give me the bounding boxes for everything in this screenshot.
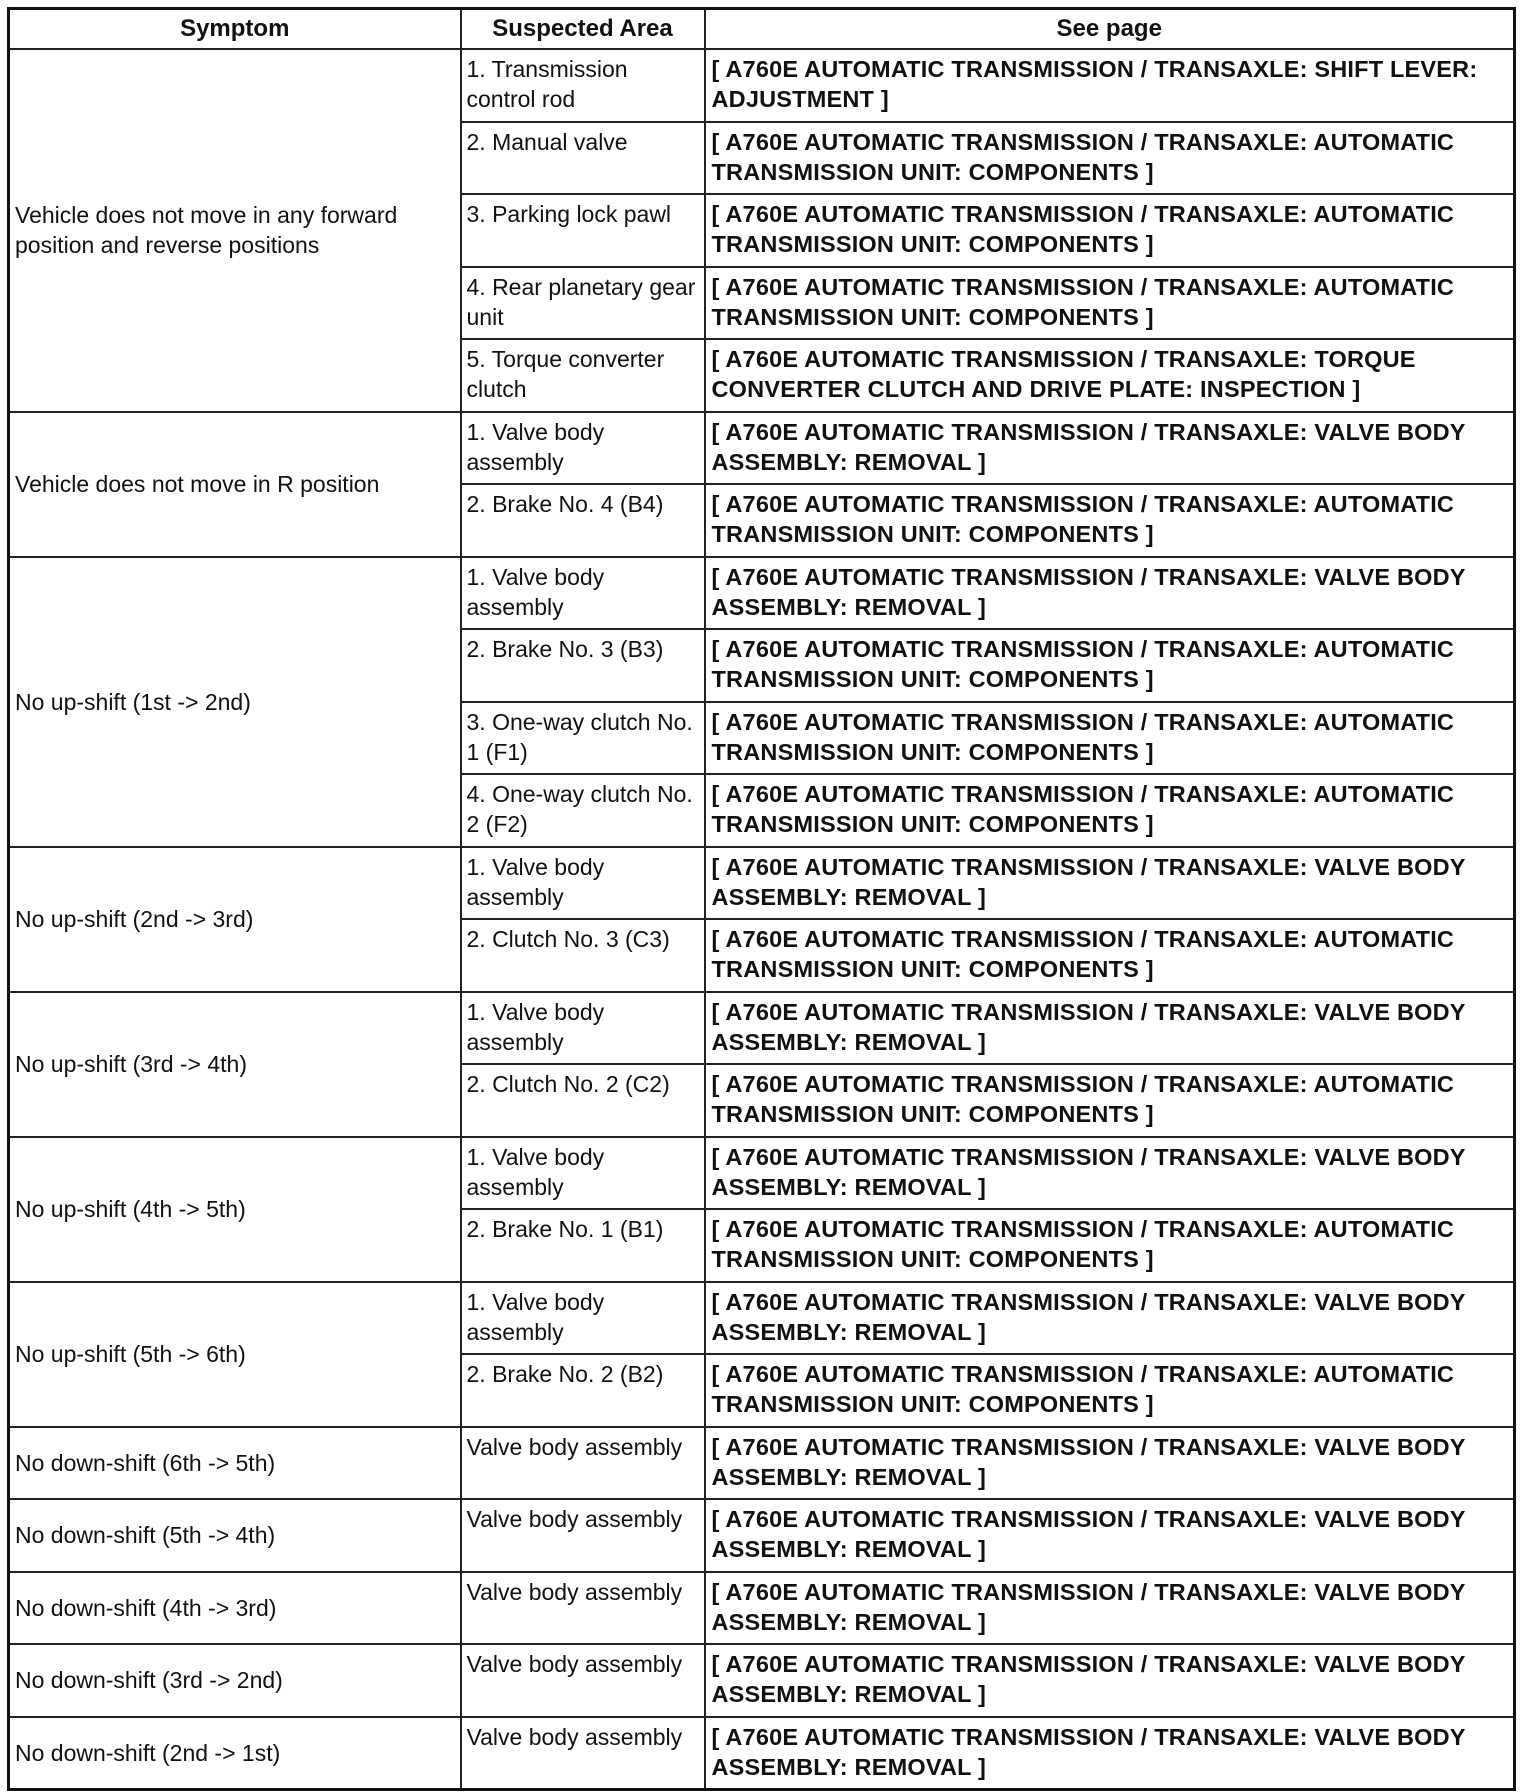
see-page-link[interactable]: [ A760E AUTOMATIC TRANSMISSION / TRANSAXLE: AUTOMATIC TRANSMISSION UNIT: COMPONENTS ] — [705, 122, 1515, 195]
see-page-link[interactable]: [ A760E AUTOMATIC TRANSMISSION / TRANSAXLE: AUTOMATIC TRANSMISSION UNIT: COMPONENTS ] — [705, 629, 1515, 702]
suspected-area-cell: 2. Brake No. 4 (B4) — [461, 484, 705, 557]
table-row — [9, 992, 1515, 1065]
suspected-area-cell: 2. Brake No. 2 (B2) — [461, 1354, 705, 1427]
header-see-page: See page — [705, 9, 1515, 50]
table-row — [9, 1499, 1515, 1572]
see-page-link[interactable]: [ A760E AUTOMATIC TRANSMISSION / TRANSAXLE: VALVE BODY ASSEMBLY: REMOVAL ] — [705, 1717, 1515, 1790]
see-page-link[interactable]: [ A760E AUTOMATIC TRANSMISSION / TRANSAXLE: VALVE BODY ASSEMBLY: REMOVAL ] — [705, 557, 1515, 630]
suspected-area-cell: 1. Valve body assembly — [461, 557, 705, 630]
symptom-cell: No down-shift (4th -> 3rd) — [9, 1572, 461, 1645]
suspected-area-cell: 3. Parking lock pawl — [461, 194, 705, 267]
table-row — [9, 412, 1515, 485]
see-page-link[interactable]: [ A760E AUTOMATIC TRANSMISSION / TRANSAXLE: VALVE BODY ASSEMBLY: REMOVAL ] — [705, 1282, 1515, 1355]
see-page-link[interactable]: [ A760E AUTOMATIC TRANSMISSION / TRANSAXLE: VALVE BODY ASSEMBLY: REMOVAL ] — [705, 1572, 1515, 1645]
see-page-link[interactable]: [ A760E AUTOMATIC TRANSMISSION / TRANSAXLE: VALVE BODY ASSEMBLY: REMOVAL ] — [705, 992, 1515, 1065]
suspected-area-cell: 1. Valve body assembly — [461, 1137, 705, 1210]
header-row — [9, 9, 1515, 50]
symptom-cell: No up-shift (5th -> 6th) — [9, 1282, 461, 1427]
suspected-area-cell: 3. One-way clutch No. 1 (F1) — [461, 702, 705, 775]
suspected-area-cell: 5. Torque converter clutch — [461, 339, 705, 412]
suspected-area-cell: 2. Brake No. 3 (B3) — [461, 629, 705, 702]
see-page-link[interactable]: [ A760E AUTOMATIC TRANSMISSION / TRANSAXLE: SHIFT LEVER: ADJUSTMENT ] — [705, 49, 1515, 122]
suspected-area-cell: 2. Manual valve — [461, 122, 705, 195]
symptom-cell: Vehicle does not move in any forward position and reverse positions — [9, 49, 461, 412]
symptom-cell: No up-shift (1st -> 2nd) — [9, 557, 461, 847]
see-page-link[interactable]: [ A760E AUTOMATIC TRANSMISSION / TRANSAXLE: AUTOMATIC TRANSMISSION UNIT: COMPONENTS ] — [705, 194, 1515, 267]
suspected-area-cell: 4. One-way clutch No. 2 (F2) — [461, 774, 705, 847]
symptom-cell: No up-shift (2nd -> 3rd) — [9, 847, 461, 992]
symptom-cell: No down-shift (6th -> 5th) — [9, 1427, 461, 1500]
suspected-area-cell: 1. Valve body assembly — [461, 412, 705, 485]
header-symptom: Symptom — [9, 9, 461, 50]
suspected-area-cell: 2. Brake No. 1 (B1) — [461, 1209, 705, 1282]
table-row — [9, 847, 1515, 920]
suspected-area-cell: 2. Clutch No. 2 (C2) — [461, 1064, 705, 1137]
see-page-link[interactable]: [ A760E AUTOMATIC TRANSMISSION / TRANSAXLE: VALVE BODY ASSEMBLY: REMOVAL ] — [705, 412, 1515, 485]
see-page-link[interactable]: [ A760E AUTOMATIC TRANSMISSION / TRANSAXLE: TORQUE CONVERTER CLUTCH AND DRIVE PLATE: INSPECTION ] — [705, 339, 1515, 412]
table-row — [9, 1717, 1515, 1790]
symptom-cell: No up-shift (4th -> 5th) — [9, 1137, 461, 1282]
symptom-cell: Vehicle does not move in R position — [9, 412, 461, 557]
table-row — [9, 1137, 1515, 1210]
suspected-area-cell: Valve body assembly — [461, 1499, 705, 1572]
see-page-link[interactable]: [ A760E AUTOMATIC TRANSMISSION / TRANSAXLE: VALVE BODY ASSEMBLY: REMOVAL ] — [705, 1137, 1515, 1210]
table-row — [9, 1427, 1515, 1500]
symptom-cell: No down-shift (5th -> 4th) — [9, 1499, 461, 1572]
see-page-link[interactable]: [ A760E AUTOMATIC TRANSMISSION / TRANSAXLE: AUTOMATIC TRANSMISSION UNIT: COMPONENTS ] — [705, 774, 1515, 847]
see-page-link[interactable]: [ A760E AUTOMATIC TRANSMISSION / TRANSAXLE: AUTOMATIC TRANSMISSION UNIT: COMPONENTS ] — [705, 702, 1515, 775]
see-page-link[interactable]: [ A760E AUTOMATIC TRANSMISSION / TRANSAXLE: VALVE BODY ASSEMBLY: REMOVAL ] — [705, 1427, 1515, 1500]
table-row — [9, 49, 1515, 122]
suspected-area-cell: Valve body assembly — [461, 1427, 705, 1500]
symptom-cell: No down-shift (2nd -> 1st) — [9, 1717, 461, 1790]
suspected-area-cell: Valve body assembly — [461, 1572, 705, 1645]
see-page-link[interactable]: [ A760E AUTOMATIC TRANSMISSION / TRANSAXLE: VALVE BODY ASSEMBLY: REMOVAL ] — [705, 1644, 1515, 1717]
suspected-area-cell: 1. Valve body assembly — [461, 847, 705, 920]
see-page-link[interactable]: [ A760E AUTOMATIC TRANSMISSION / TRANSAXLE: AUTOMATIC TRANSMISSION UNIT: COMPONENTS ] — [705, 1209, 1515, 1282]
symptom-cell: No up-shift (3rd -> 4th) — [9, 992, 461, 1137]
table-row — [9, 1282, 1515, 1355]
see-page-link[interactable]: [ A760E AUTOMATIC TRANSMISSION / TRANSAXLE: AUTOMATIC TRANSMISSION UNIT: COMPONENTS ] — [705, 267, 1515, 340]
suspected-area-cell: 1. Valve body assembly — [461, 992, 705, 1065]
table-row — [9, 1644, 1515, 1717]
see-page-link[interactable]: [ A760E AUTOMATIC TRANSMISSION / TRANSAXLE: AUTOMATIC TRANSMISSION UNIT: COMPONENTS ] — [705, 1354, 1515, 1427]
suspected-area-cell: 1. Transmission control rod — [461, 49, 705, 122]
table-row — [9, 557, 1515, 630]
see-page-link[interactable]: [ A760E AUTOMATIC TRANSMISSION / TRANSAXLE: AUTOMATIC TRANSMISSION UNIT: COMPONENTS ] — [705, 919, 1515, 992]
suspected-area-cell: 4. Rear planetary gear unit — [461, 267, 705, 340]
suspected-area-cell: 2. Clutch No. 3 (C3) — [461, 919, 705, 992]
suspected-area-cell: 1. Valve body assembly — [461, 1282, 705, 1355]
symptom-cell: No down-shift (3rd -> 2nd) — [9, 1644, 461, 1717]
header-suspected-area: Suspected Area — [461, 9, 705, 50]
suspected-area-cell: Valve body assembly — [461, 1644, 705, 1717]
see-page-link[interactable]: [ A760E AUTOMATIC TRANSMISSION / TRANSAXLE: AUTOMATIC TRANSMISSION UNIT: COMPONENTS ] — [705, 1064, 1515, 1137]
table-row — [9, 1572, 1515, 1645]
see-page-link[interactable]: [ A760E AUTOMATIC TRANSMISSION / TRANSAXLE: VALVE BODY ASSEMBLY: REMOVAL ] — [705, 847, 1515, 920]
see-page-link[interactable]: [ A760E AUTOMATIC TRANSMISSION / TRANSAXLE: VALVE BODY ASSEMBLY: REMOVAL ] — [705, 1499, 1515, 1572]
suspected-area-cell: Valve body assembly — [461, 1717, 705, 1790]
see-page-link[interactable]: [ A760E AUTOMATIC TRANSMISSION / TRANSAXLE: AUTOMATIC TRANSMISSION UNIT: COMPONENTS ] — [705, 484, 1515, 557]
diagnosis-table — [7, 7, 1516, 1791]
